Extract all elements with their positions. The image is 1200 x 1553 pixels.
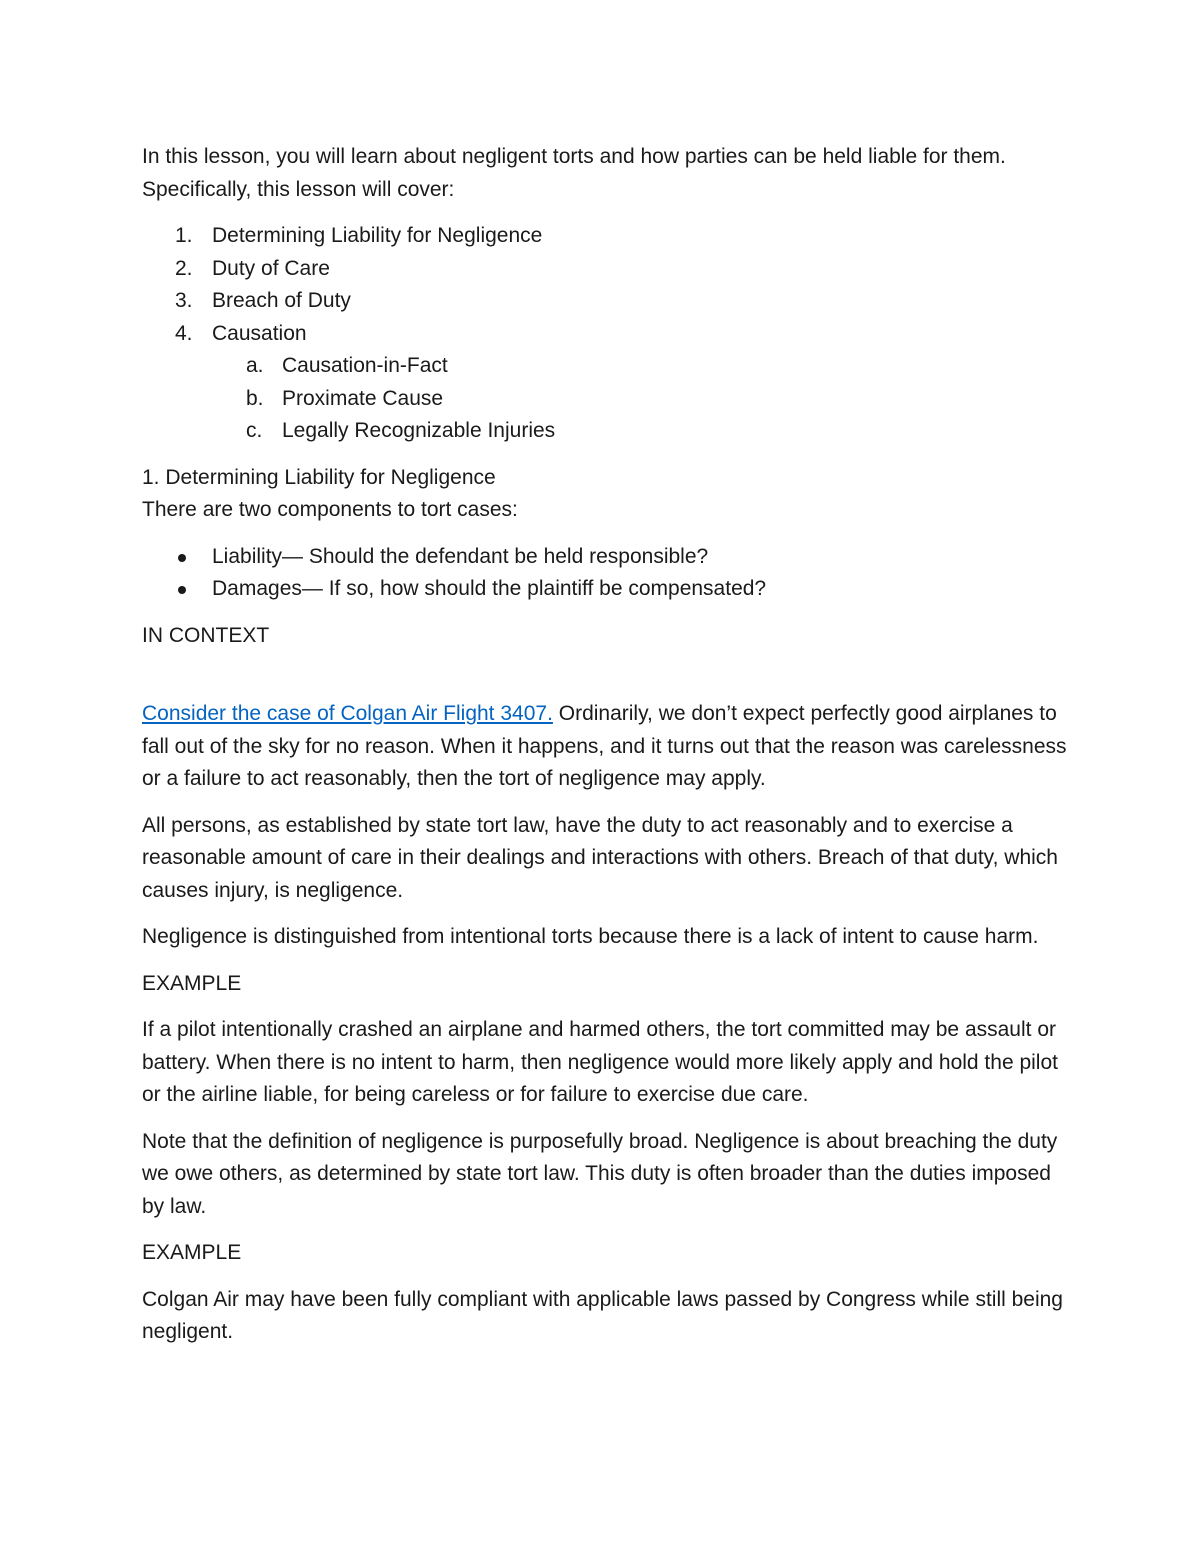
bullet-dot: [178, 586, 186, 594]
outline-item: [142, 253, 1072, 286]
outline-label: Breach of Duty: [212, 289, 351, 312]
components-list: [142, 541, 1072, 606]
bullet-text: Liability— Should the defendant be held responsible?: [212, 544, 709, 568]
bullet-dot: [178, 554, 186, 562]
outline-label: Determining Liability for Negligence: [212, 224, 543, 247]
sub-outline-label: Legally Recognizable Injuries: [282, 419, 556, 442]
context-text: Ordinarily, we don’t expect perfectly good airplanes to fall out of the sky for no reason. When it happens, and it turns out that the reason was carelessness or a failure to act reasonably, then the tort of negligence may apply.: [142, 702, 1067, 790]
section-heading: 1. Determining Liability for Negligence: [142, 465, 496, 489]
in-context-label: IN CONTEXT: [142, 623, 270, 647]
distinguished-paragraph: Negligence is distinguished from intentional torts because there is a lack of intent to cause harm.: [142, 925, 1039, 948]
colgan-air-link[interactable]: Consider the case of Colgan Air Flight 3407.: [142, 702, 553, 725]
bullet-text: Damages— If so, how should the plaintiff be compensated?: [212, 577, 767, 600]
intro-paragraph: In this lesson, you will learn about negligent torts and how parties can be held liable for them. Specifically, this lesson will cover:: [142, 145, 1006, 201]
sub-outline-item: [212, 415, 1072, 448]
sub-outline-label: Causation-in-Fact: [282, 354, 448, 377]
example-label: EXAMPLE: [142, 1241, 242, 1264]
outline-item: [142, 220, 1072, 253]
sub-outline-label: Proximate Cause: [282, 386, 444, 410]
sub-outline-letter: a.: [246, 354, 264, 377]
outline-number: 4.: [175, 321, 193, 345]
outline-item: [142, 285, 1072, 318]
sub-outline-letter: c.: [246, 419, 263, 442]
sub-outline-item: [212, 383, 1072, 416]
outline-label: Duty of Care: [212, 256, 330, 280]
components-intro: There are two components to tort cases:: [142, 498, 518, 521]
duty-paragraph: All persons, as established by state tort law, have the duty to act reasonably and to exercise a reasonable amount of care in their dealings and interactions with others. Breach of that duty, which causes injury, is negligence.: [142, 813, 1058, 902]
example-paragraph: Colgan Air may have been fully compliant with applicable laws passed by Congress while still being negligent.: [142, 1287, 1063, 1343]
outline-item: [142, 318, 1072, 448]
outline-label: Causation: [212, 321, 307, 345]
document-body: [142, 141, 1072, 1349]
example-label: EXAMPLE: [142, 971, 242, 995]
outline-number: 2.: [175, 256, 193, 280]
outline-number: 1.: [175, 224, 193, 247]
note-paragraph: Note that the definition of negligence is purposefully broad. Negligence is about breaching the duty we owe others, as determined by state tort law. This duty is often broader than the duties imposed by law.: [142, 1129, 1058, 1218]
lesson-outline: [142, 220, 1072, 448]
example-paragraph: If a pilot intentionally crashed an airplane and harmed others, the tort committed may be assault or battery. When there is no intent to harm, then negligence would more likely apply and hold the pilot or the airline liable, for being careless or for failure to exercise due care.: [142, 1018, 1058, 1106]
sub-outline-letter: b.: [246, 386, 264, 410]
bullet-item: [142, 573, 1072, 606]
causation-sub-outline: [212, 350, 1072, 448]
sub-outline-item: [212, 350, 1072, 383]
outline-number: 3.: [175, 289, 193, 312]
context-paragraph: [142, 698, 1072, 796]
bullet-item: [142, 541, 1072, 574]
